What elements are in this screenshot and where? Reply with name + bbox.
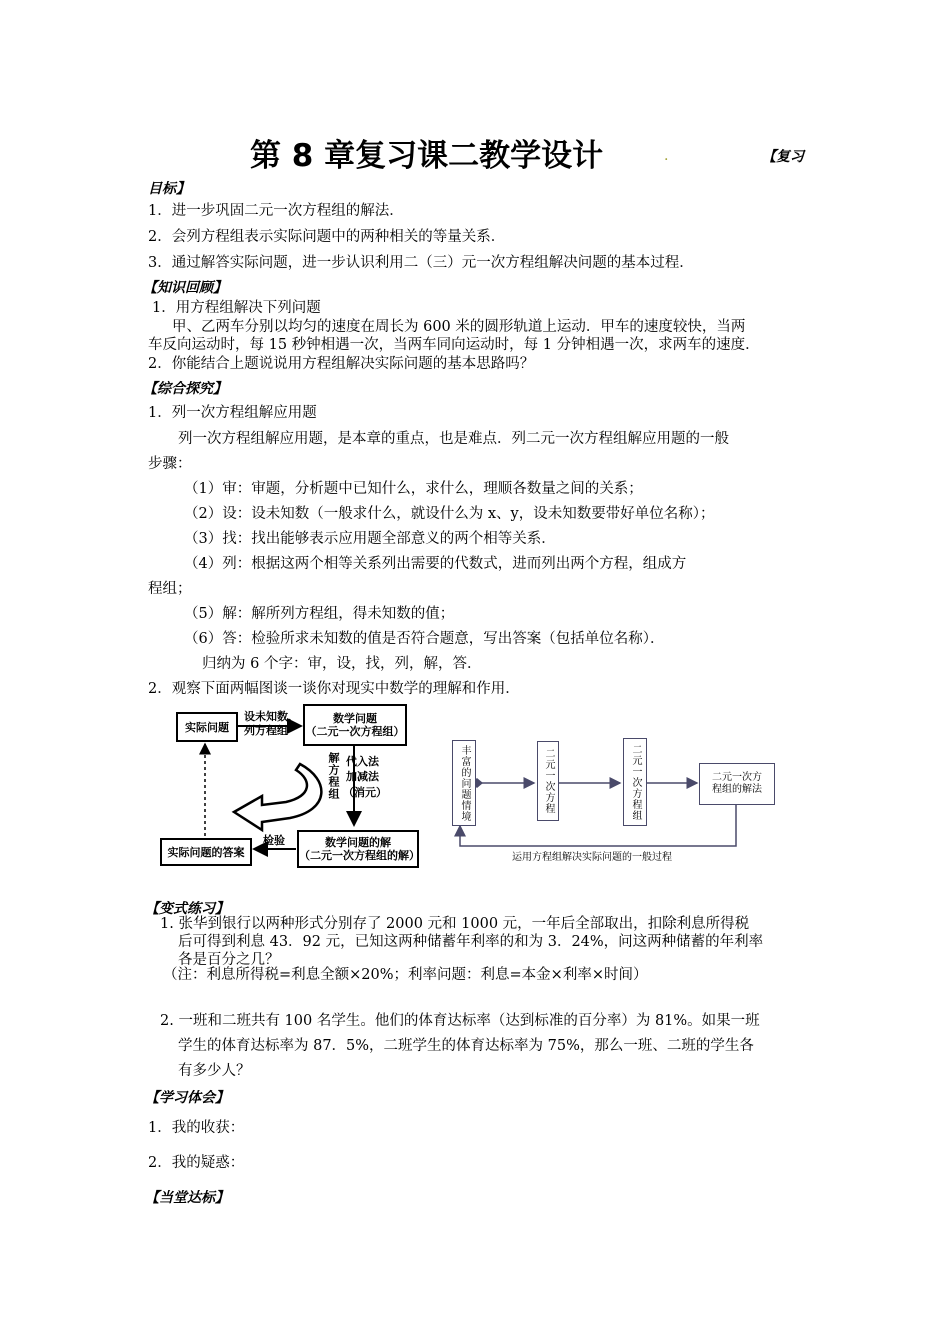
elimination-label: 加减法 <box>346 770 379 783</box>
real-problem-box <box>176 712 238 742</box>
goal-item: 1．进一步巩固二元一次方程组的解法． <box>148 203 404 219</box>
rich-situation-label: 丰富的问题情境 <box>459 744 470 822</box>
flowchart-caption: 运用方程组解决实际问题的一般过程 <box>512 852 672 863</box>
step-item: （4）列：根据这两个相等关系列出需要的代数式，进而列出两个方程，组成方 <box>184 556 687 572</box>
header-tag-goals: 目标】 <box>148 181 190 197</box>
explore-line: 1．列一次方程组解应用题 <box>148 405 317 421</box>
rich-situation-box <box>452 740 476 826</box>
review-item: 1．用方程组解决下列问题 <box>152 300 321 316</box>
step-item: （2）设：设未知数（一般求什么，就设什么为 x、y，设未知数要带好单位名称）； <box>184 506 715 522</box>
header-tag-review: 【复习 <box>762 149 804 165</box>
title-dot: . <box>664 148 669 164</box>
section-heading-explore: 【综合探究】 <box>143 381 227 397</box>
set-unknowns-label: 设未知数， <box>244 710 299 723</box>
solution-method-box <box>699 763 775 805</box>
reflection-item-gain: 1．我的收获： <box>148 1120 245 1136</box>
summary-line: 归纳为 6 个字：审，设，找，列，解，答． <box>202 656 482 672</box>
section-heading-practice: 【变式练习】 <box>145 901 229 917</box>
linear-equation-label: 二元一次方程 <box>543 748 554 814</box>
step-item-cont: 程组； <box>148 581 192 597</box>
practice-1-line: 1. 张华到银行以两种形式分别存了 2000 元和 1000 元，一年后全部取出，扣除利息所得税 <box>160 916 750 932</box>
solution-sublabel: （二元一次方程组的解） <box>299 849 420 862</box>
real-answer-label: 实际问题的答案 <box>167 845 245 859</box>
step-item: （5）解：解所列方程组，得未知数的值； <box>184 606 455 622</box>
practice-1-line: 后可得到利息 43．92 元，已知这两种储蓄年利率的和为 3．24%，问这两种储蓄的年利率 <box>178 934 764 950</box>
solve-system-label: 解方程组 <box>327 752 340 800</box>
math-problem-sublabel: （二元一次方程组） <box>305 725 405 738</box>
section-heading-reflection: 【学习体会】 <box>145 1090 229 1106</box>
math-problem-label: 数学问题 <box>333 712 377 725</box>
solution-box <box>297 830 419 868</box>
practice-1-note: （注：利息所得税=利息全额×20%；利率问题：利息=本金×利率×时间） <box>163 967 648 983</box>
linear-system-label: 二元一次方程组 <box>630 743 641 821</box>
section-heading-review: 【知识回顾】 <box>143 280 227 296</box>
math-problem-box <box>303 704 407 746</box>
review-problem-line: 甲、乙两车分别以均匀的速度在周长为 600 米的圆形轨道上运动．甲车的速度较快，当两 <box>172 319 746 335</box>
explore-line: 步骤： <box>148 456 192 472</box>
curved-arrow <box>234 764 321 830</box>
linear-equation-box <box>537 741 559 821</box>
reflection-item-doubt: 2．我的疑惑： <box>148 1155 245 1171</box>
explore-line: 列一次方程组解应用题，是本章的重点，也是难点．列二元一次方程组解应用题的一般 <box>178 431 729 447</box>
step-item: （1）审：审题，分析题中已知什么，求什么，理顺各数量之间的关系； <box>184 481 643 497</box>
goal-item: 3．通过解答实际问题，进一步认识利用二（三）元一次方程组解决问题的基本过程． <box>148 255 694 271</box>
real-problem-label: 实际问题 <box>185 720 229 734</box>
step-item: （3）找：找出能够表示应用题全部意义的两个相等关系． <box>184 531 556 547</box>
review-item: 2．你能结合上题说说用方程组解决实际问题的基本思路吗？ <box>148 356 535 372</box>
practice-1-line: 各是百分之几？ <box>178 952 280 968</box>
practice-2-line: 有多少人？ <box>178 1063 251 1079</box>
solution-label: 数学问题的解 <box>325 836 391 849</box>
solution-method-sublabel: 程组的解法 <box>712 784 762 795</box>
elimination-note: （消元） <box>343 786 387 799</box>
section-heading-target: 【当堂达标】 <box>145 1190 229 1206</box>
solution-method-label: 二元一次方 <box>712 772 762 783</box>
goal-item: 2．会列方程组表示实际问题中的两种相关的等量关系． <box>148 229 506 245</box>
review-problem-line: 车反向运动时，每 15 秒钟相遇一次，当两车同向运动时，每 1 分钟相遇一次，求两车的速度． <box>148 337 760 353</box>
step-item: （6）答：检验所求未知数的值是否符合题意，写出答案（包括单位名称）． <box>184 631 665 647</box>
explore-line: 2．观察下面两幅图谈一谈你对现实中数学的理解和作用． <box>148 681 520 697</box>
list-equations-label: 列方程组 <box>244 724 288 737</box>
substitution-label: 代入法 <box>346 755 379 768</box>
check-label: 检验 <box>263 834 285 847</box>
practice-2-line: 2. 一班和二班共有 100 名学生。他们的体育达标率（达到标准的百分率）为 81%。如果一班 <box>160 1013 760 1029</box>
page-title: 第 8 章复习课二教学设计 <box>250 138 604 174</box>
linear-system-box <box>623 738 647 826</box>
real-answer-box <box>160 838 252 866</box>
practice-2-line: 学生的体育达标率为 87．5%，二班学生的体育达标率为 75%，那么一班、二班的学生各 <box>178 1038 754 1054</box>
